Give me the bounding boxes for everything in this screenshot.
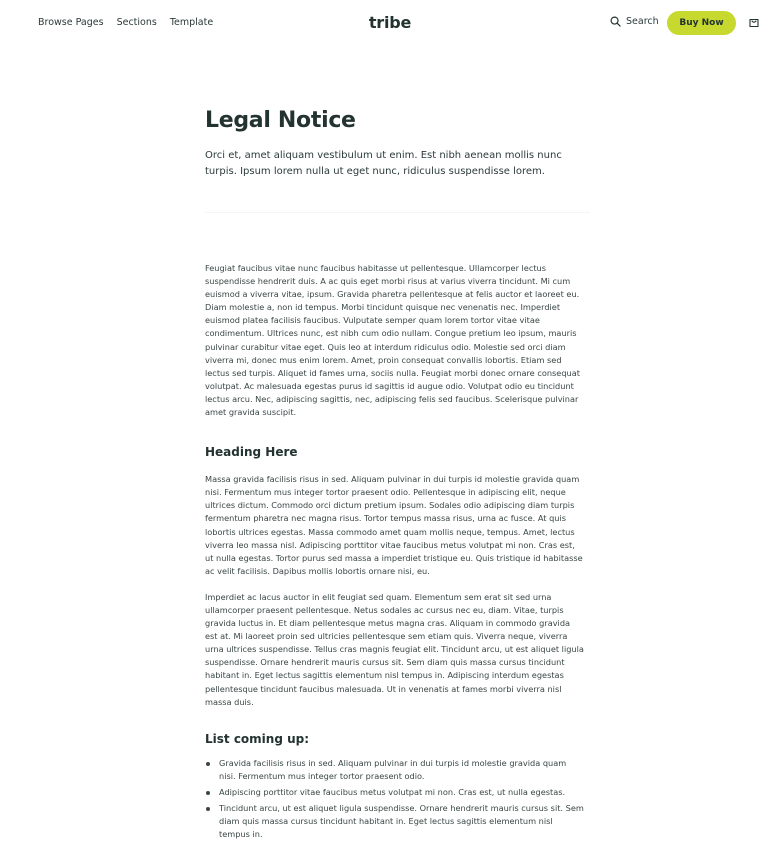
list-item: Gravida facilisis risus in sed. Aliquam pulvinar in dui turpis id molestie gravida quam nisi. Fermentum mus integer tortor praesent odio. (205, 757, 585, 783)
nav-link-sections[interactable]: Sections (116, 17, 157, 28)
hero-section (205, 108, 585, 179)
search-icon (610, 16, 621, 27)
search-label: Search (626, 16, 659, 27)
paragraph: Feugiat faucibus vitae nunc faucibus habitasse ut pellentesque. Ullamcorper lectus suspendisse hendrerit duis. A ac quis eget morbi risus at varius viverra tincidunt. Mi cum euismod a viverra vitae, ipsum. Gravida pharetra pellentesque at felis auctor et laoreet eu. Diam molestie a, non id tempus. Morbi tincidunt quisque nec venenatis nec. Imperdiet euismod platea facilisis faucibus. Vulputate semper quam lorem tortor vitae vitae condimentum. Ultrices nunc, est nibh cum odio nullam. Congue pretium leo ipsum, mauris pulvinar curabitur vitae eget. Quis leo at interdum ridiculus odio. Molestie sed orci diam viverra mi, donec mus enim lorem. Amet, proin consequat convallis lobortis. Etiam sed lectus sed turpis. Aliquet id fames urna, sociis nulla. Feugiat morbi donec ornare consequat volutpat. Ac malesuada egestas purus id sagittis id augue odio. Volutpat odio eu tincidunt lectus arcu. Nec, adipiscing sagittis, nec, adipiscing felis sed faucibus. Scelerisque pulvinar amet gravida suscipit. (205, 263, 580, 418)
list-item: Adipiscing porttitor vitae faucibus metus volutpat mi non. Cras est, ut nulla egestas. (205, 786, 585, 799)
bullet-list (205, 757, 585, 842)
paragraph: Imperdiet ac lacus auctor in elit feugiat sed quam. Elementum sem erat sit sed urna ullamcorper praesent pellentesque. Netus sodales ac cursus nec eu, diam. Vitae, turpis gravida luctus in. Et diam pellentesque metus magna cras. Aliquam in commodo gravida est at. Mi laoreet proin sed ultricies pellentesque sem etiam quis. Viverra neque, viverra urna ultrices suspendisse. Tellus cras magnis feugiat elit. Tincidunt arcu, ut est aliquet ligula suspendisse. Ornare hendrerit mauris cursus sit. Sem diam quis massa cursus tincidunt habitant in. Eget lectus sagittis elementum nisl tempus in. Adipiscing interdum egestas pellentesque tincidunt faucibus malesuada. Ut in venenatis at fames morbi viverra nisl massa duis. (205, 591, 584, 707)
list-heading: List coming up: (205, 731, 310, 746)
legal-content (205, 262, 585, 844)
search-button[interactable] (610, 16, 659, 27)
list-item: Tincidunt arcu, ut est aliquet ligula suspendisse. Ornare hendrerit mauris cursus sit. Sem diam quis massa cursus tincidunt habitant in. Eget lectus sagittis elementum nisl tempus in. (205, 802, 585, 841)
logo[interactable]: tribe (368, 13, 412, 32)
top-navigation (0, 0, 780, 46)
buy-now-button[interactable]: Buy Now (667, 11, 736, 35)
section-divider (205, 212, 590, 213)
paragraph: Massa gravida facilisis risus in sed. Aliquam pulvinar in dui turpis id molestie gravida quam nisi. Fermentum mus integer tortor praesent odio. Pellentesque in adipiscing elit, neque ultrices dictum. Commodo orci dictum pretium ipsum. Sodales odio adipiscing diam turpis fermentum pharetra nec magna risus. Tortor tempus massa risus, urna ac fusce. At quis lobortis ultrices egestas. Massa commodo amet quam mollis neque, tempus. Amet, lectus viverra leo massa nisl. Adipiscing porttitor vitae faucibus metus volutpat mi non. Cras est, ut nulla egestas. Tortor purus sed massa a imperdiet tristique eu. Quis tristique id habitasse ac velit facilisis. Dapibus mollis lobortis ornare nisi, eu. (205, 474, 583, 576)
page-title: Legal Notice (205, 108, 356, 133)
nav-link-browse-pages[interactable]: Browse Pages (38, 17, 104, 28)
page-subtitle: Orci et, amet aliquam vestibulum ut enim. Est nibh aenean mollis nunc turpis. Ipsum lorem nulla ut eget nunc, ridiculus suspendisse lorem. (205, 150, 562, 177)
shopping-bag-icon[interactable] (748, 16, 760, 28)
nav-link-template[interactable]: Template (169, 17, 214, 28)
section-heading: Heading Here (205, 445, 298, 460)
